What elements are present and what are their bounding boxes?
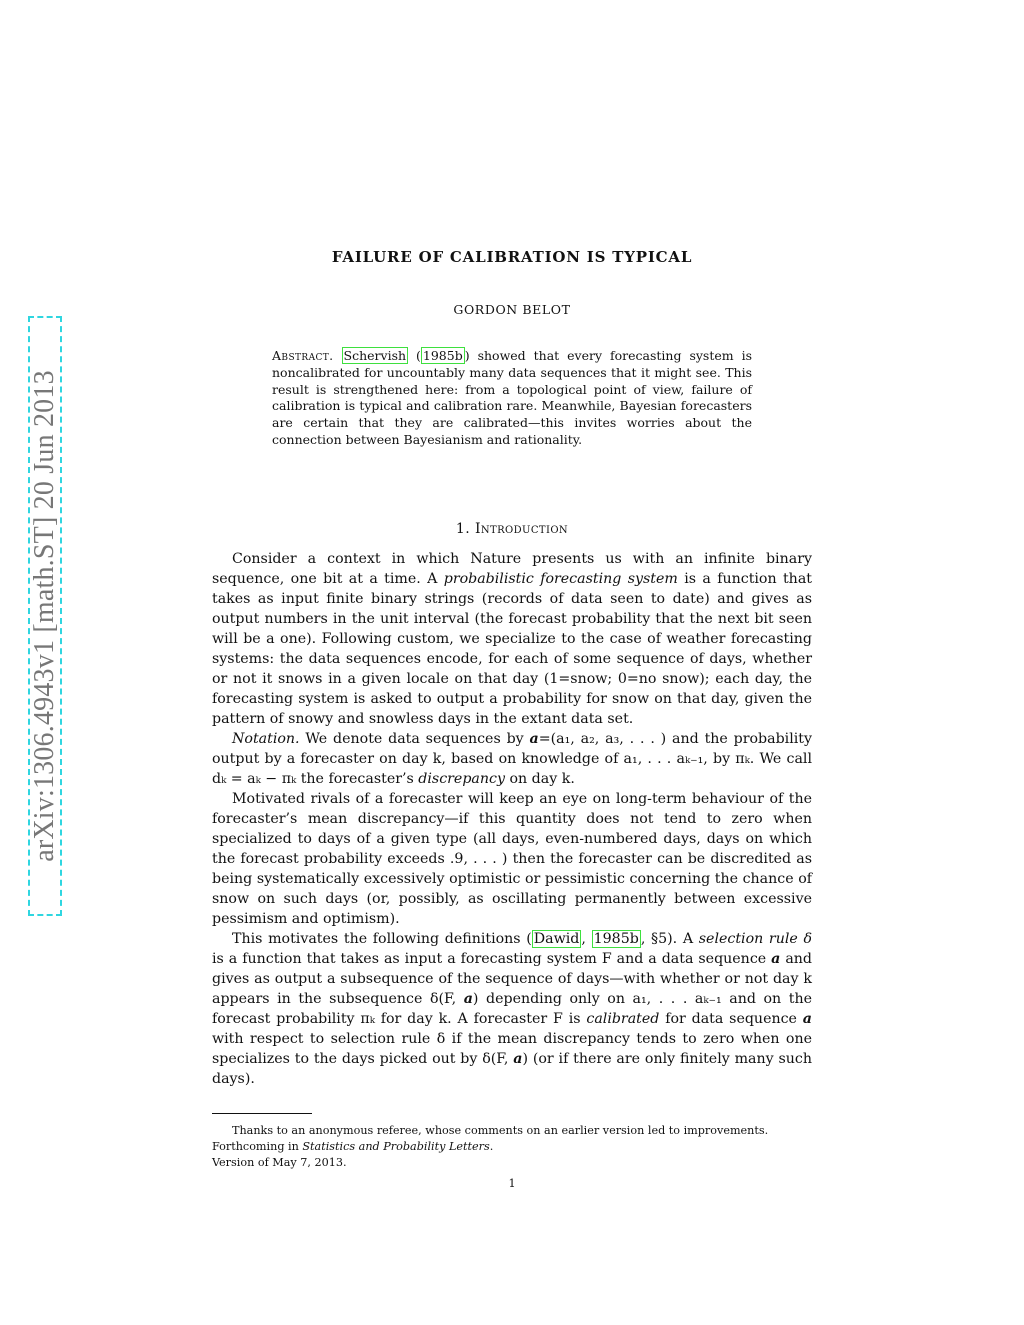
footnotes — [212, 1123, 812, 1171]
math-variable: a — [463, 991, 473, 1007]
abstract-text: ) showed that every forecasting system is noncalibrated for uncountably many data sequences that it might see. This result is strengthened here: from a topological point of view, failure of calibration is typical and calibration rare. Meanwhile, Bayesian forecasters are certain that they are calibrated—this invites worries about the connection between Bayesianism and rationality. — [272, 348, 752, 447]
abstract-label: Abstract. — [272, 348, 334, 363]
paragraph-context — [212, 549, 812, 729]
footnote-forthcoming — [212, 1139, 812, 1155]
emphasis-term: probabilistic forecasting system — [443, 571, 678, 587]
paper-title: FAILURE OF CALIBRATION IS TYPICAL — [331, 248, 693, 266]
math-variable: a — [513, 1051, 523, 1067]
citation-link-schervish[interactable]: Schervish — [343, 348, 407, 363]
citation-link-dawid[interactable]: Dawid — [533, 931, 580, 947]
text-run: ) depending only on a₁, . . . aₖ₋₁ and on the forecast probability πₖ for day k. A forecaster F is — [212, 991, 812, 1027]
citation-link-dawid-year[interactable]: 1985b — [593, 931, 639, 947]
section-number: 1. — [455, 521, 471, 537]
section-heading-introduction — [0, 521, 1024, 537]
footnote-version: Version of May 7, 2013. — [212, 1156, 347, 1169]
text-run: This motivates the following definitions ( — [232, 931, 532, 947]
page-number: 1 — [508, 1177, 516, 1190]
text-run: Consider a context in which Nature presents us with an infinite binary sequence, one bit at a time. A — [212, 551, 812, 587]
text-run: , §5). A — [640, 931, 699, 947]
body-text — [212, 549, 812, 1089]
arxiv-identifier: arXiv:1306.4943v1 [math.ST] 20 Jun 2013 — [29, 370, 60, 862]
text-run: Forthcoming in — [212, 1140, 303, 1153]
text-run: is a function that takes as input finite binary strings (records of data seen to date) and gives as output numbers in the unit interval (the forecast probability that the next bit seen will be a one). Following custom, we specialize to the case of weather forecasting systems: the data sequences encode, for each of some sequence of days, whether or not it snows in a given locale on that day (1=snow; 0=no snow); each day, the forecasting system is asked to output a probability for snow on that day, given the pattern of snowy and snowless days in the extant data set. — [212, 571, 812, 727]
emphasis-term: discrepancy — [418, 771, 505, 787]
paragraph-motivation: Motivated rivals of a forecaster will keep an eye on long-term behaviour of the forecaster’s mean discrepancy—if this quantity does not tend to zero when specialized to days of a given type (all days, even-numbered days, days on which the forecast probability exceeds .9, . . . ) then the forecaster can be discredited as being systematically excessively optimistic or pessimistic concerning the chance of snow on such days (or, possibly, as oscillating permanently between excessive pessimism and optimism). — [212, 791, 812, 927]
text-run: for data sequence — [659, 1011, 803, 1027]
arxiv-stamp — [28, 316, 62, 916]
text-run: We denote data sequences by — [299, 731, 530, 747]
journal-name: Statistics and Probability Letters — [302, 1140, 490, 1153]
abstract: Abstract. Schervish ( 1985b ) showed that every forecasting system is noncalibrated for uncountably many data sequences that it might see. This result is strengthened here: from a topological point of view, failure of calibration is typical and calibration rare. Meanwhile, Bayesian forecasters are certain that they are calibrated—this invites worries about the connection between Bayesianism and rationality. — [272, 348, 752, 447]
text-run: with respect to selection rule δ if the mean discrepancy tends to zero when one specializes to the days picked out by δ(F, — [212, 1031, 812, 1067]
text-run: , — [581, 931, 592, 947]
paragraph-notation — [212, 729, 812, 789]
emphasis-term: selection rule δ — [698, 931, 813, 947]
citation-link-schervish-year[interactable]: 1985b — [422, 348, 463, 363]
text-run: =(a₁, a₂, a₃, . . . ) and the probability output by a forecaster on day k, based on knowledge of a₁, . . . aₖ₋₁, by πₖ. We call dₖ = aₖ − πₖ the forecaster’s — [212, 731, 813, 787]
notation-label: Notation. — [232, 731, 300, 747]
paper-author: GORDON BELOT — [453, 302, 571, 317]
text-run: is a function that takes as input a forecasting system F and a data sequence — [212, 951, 772, 967]
text-run: ) (or if there are only finitely many such days). — [212, 1051, 812, 1087]
math-variable: a — [529, 731, 539, 747]
text-run: and gives as output a subsequence of the sequence of days—with whether or not day k appears in the subsequence δ(F, — [212, 951, 812, 1007]
text-run: . — [489, 1140, 494, 1153]
paragraph-definitions — [212, 929, 812, 1089]
text-run: on day k. — [504, 771, 575, 787]
footnote-thanks: Thanks to an anonymous referee, whose comments on an earlier version led to improvements. — [232, 1124, 769, 1137]
math-variable: a — [771, 951, 781, 967]
section-title: Introduction — [474, 521, 569, 537]
emphasis-term: calibrated — [586, 1011, 660, 1027]
footnote-rule — [212, 1113, 312, 1114]
math-variable: a — [802, 1011, 812, 1027]
